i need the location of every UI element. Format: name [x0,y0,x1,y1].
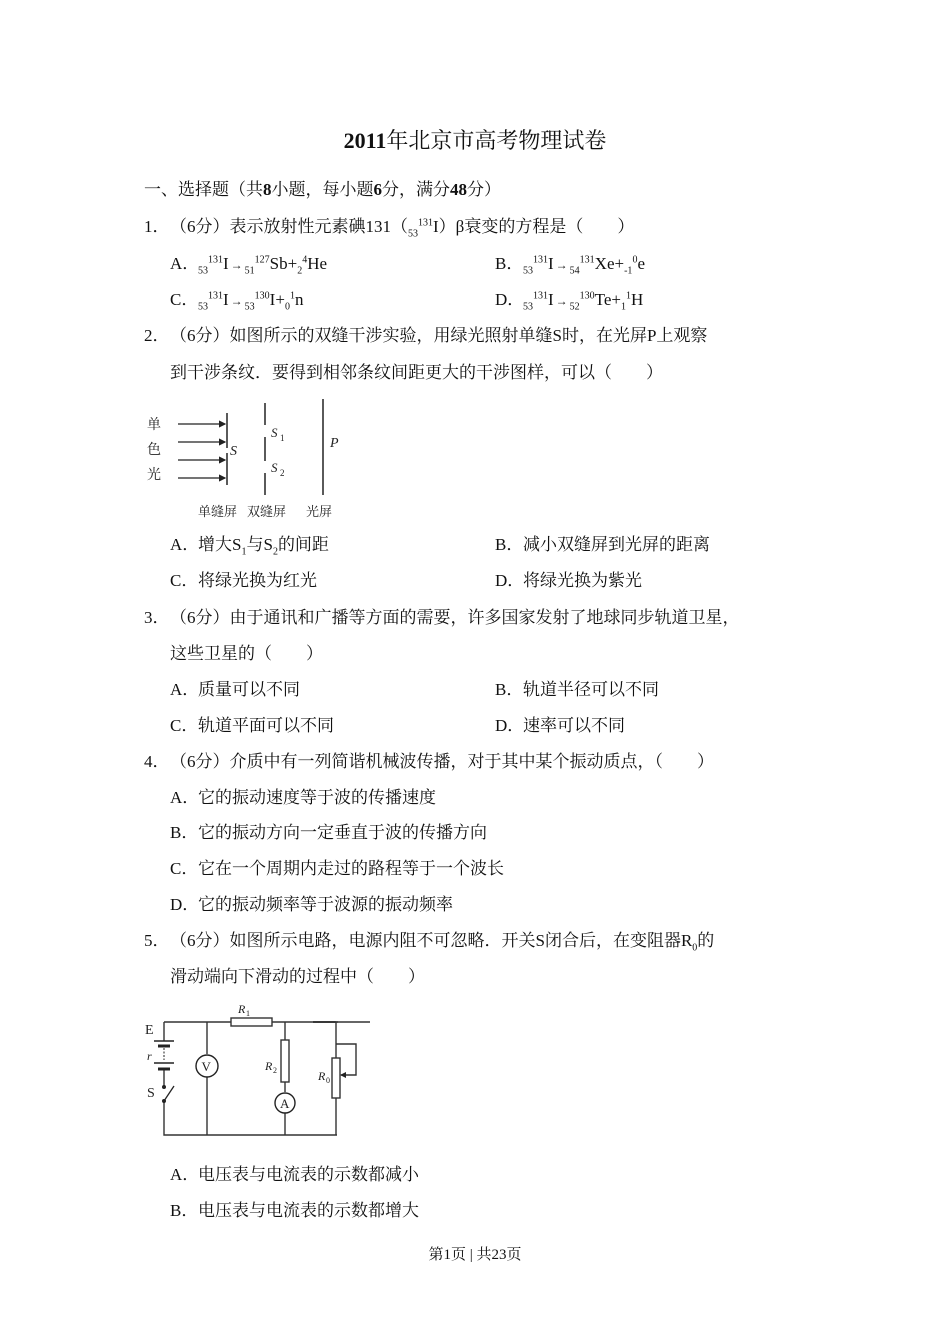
option-label: B． [495,254,524,273]
z2: 54 [569,265,580,277]
caption-screen: 光屏 [306,504,333,519]
sub-2: 2 [272,546,278,558]
question-4-option-d[interactable] [170,893,453,917]
a3: 1 [289,290,295,302]
option-text: 的间距 [277,535,329,554]
page-footer: 第1页 | 共23页 [428,1247,522,1263]
light-label [147,417,161,483]
option-text: 轨道平面可以不同 [198,716,334,735]
light-rays [178,424,225,478]
s1: I [223,254,229,273]
question-3-option-c[interactable] [170,714,334,738]
rheostat-r0[interactable] [332,1058,340,1098]
section-prefix: 一、选择题（共 [144,180,263,199]
ammeter-icon [275,1093,295,1113]
r0-label: R [318,1069,326,1083]
question-1-stem [144,215,634,239]
z1: 53 [198,265,208,277]
s2-label: S [271,460,278,475]
question-3-stem-line-2: 这些卫星的（ ） [170,644,323,663]
a2: 130 [579,290,595,302]
title-year: 2011 [343,128,387,153]
option-label: C． [170,859,199,878]
a1: 131 [533,290,548,302]
question-number: 2． [144,326,170,345]
a3: 0 [632,254,638,266]
s2-sub: 2 [280,468,285,478]
question-5-stem [144,929,714,953]
caption-single-slit: 单缝屏 [198,504,238,519]
r0-sub: 0 [692,942,698,954]
section-points-each: 6 [373,180,382,199]
option-text: 质量可以不同 [198,680,300,699]
a2: 131 [579,254,595,266]
stem-line-1: （6分）如图所示电路，电源内阻不可忽略．开关S闭合后，在变阻器R [170,931,693,950]
svg-text:色: 色 [147,443,161,458]
a2: 130 [254,290,270,302]
question-3-option-a[interactable] [170,678,300,702]
option-text: 将绿光换为紫光 [523,571,642,590]
question-5-option-a[interactable] [170,1163,419,1187]
svg-text:单: 单 [147,418,161,433]
svg-text:A: A [280,1096,290,1111]
option-text: 电压表与电流表的示数都增大 [198,1201,419,1220]
question-4-option-c[interactable] [170,857,504,881]
option-text: 减小双缝屏到光屏的距离 [523,535,710,554]
option-label: B． [170,823,199,842]
circuit-diagram [140,998,370,1140]
r1-label: R [238,1002,246,1016]
section-mid2: 分，满分 [382,180,450,199]
r0-sub: 0 [326,1076,330,1085]
emf-label: E [145,1023,154,1038]
section-total: 48 [450,180,467,199]
z1: 53 [523,301,533,313]
voltmeter-icon [196,1055,218,1077]
z2: 52 [569,301,580,313]
arrow-icon: → [555,294,568,308]
section-suffix: 分） [467,180,501,199]
switch-label: S [147,1086,155,1101]
option-label: D． [170,895,200,914]
question-number: 4． [144,752,170,771]
option-label: C． [170,290,199,309]
iodine-z: 53 [408,228,418,240]
option-text: 它的振动速度等于波的传播速度 [198,788,436,807]
question-number: 3． [144,608,170,627]
slit-s-label: S [230,444,237,459]
r2-label: R [265,1059,273,1073]
option-label: A． [170,254,200,273]
option-label: B． [495,680,524,699]
option-label: A． [170,1165,200,1184]
z1: 53 [523,265,533,277]
sub-1: 1 [241,546,247,558]
slider-arrow-icon [340,1072,346,1078]
option-text: 增大S [198,535,242,554]
option-text: 将绿光换为红光 [198,571,317,590]
section-count: 8 [263,180,272,199]
double-slit-diagram [140,395,380,525]
title-text: 年北京市高考物理试卷 [386,128,607,153]
iodine-a: 131 [418,217,433,229]
question-4-option-b[interactable] [170,821,487,845]
option-label: A． [170,788,200,807]
caption-double-slit: 双缝屏 [247,504,287,519]
s2: I [269,290,276,309]
section-header [144,178,501,202]
screen-p-label: P [330,436,339,451]
s3: n [294,290,304,309]
section-mid1: 小题，每小题 [271,180,374,199]
stem-line-1: （6分）如图所示的双缝干涉实验，用绿光照射单缝S时，在光屏P上观察 [170,326,708,345]
a3: 1 [626,290,632,302]
s1-sub: 1 [280,433,285,443]
question-5-option-b[interactable] [170,1199,419,1223]
question-1-option-a[interactable]: A．$_{53}^{131}I \to _{51}^{127}Sb+_2^4He$ [170,254,328,277]
option-text: 速率可以不同 [523,716,625,735]
option-label: C． [170,716,199,735]
svg-text:V: V [201,1059,211,1074]
question-1-option-d[interactable]: D．$_{53}^{131}I \to _{52}^{130}Te+_1^1H$ [495,290,644,313]
s1-label: S [271,425,278,440]
question-2-option-d[interactable] [495,569,642,593]
question-number: 5． [144,931,170,950]
question-2-option-b[interactable] [495,533,710,557]
resistor-r1 [231,1018,272,1026]
s1: I [223,290,229,309]
option-label: D． [495,571,525,590]
question-3-option-d[interactable] [495,714,625,738]
question-5-stem-line-2: 滑动端向下滑动的过程中（ ） [170,967,425,986]
r1-sub: 1 [246,1009,250,1018]
question-2-stem-line-2: 到干涉条纹．要得到相邻条纹间距更大的干涉图样，可以（ ） [170,363,663,382]
question-4-stem [144,750,714,774]
option-label: D． [495,716,525,735]
s2: Te [594,290,612,309]
page-title [0,126,950,156]
option-text: 它的振动方向一定垂直于波的传播方向 [198,823,487,842]
arrow-icon: → [555,258,568,272]
arrow-icon: → [230,294,243,308]
r2-sub: 2 [273,1066,277,1075]
option-label: B． [170,1201,199,1220]
question-1-option-c[interactable]: C．$_{53}^{131}I \to _{53}^{130}I+_0^1n$ [170,290,304,313]
question-3-stem [144,606,740,630]
option-label: B． [495,535,524,554]
option-label: C． [170,571,199,590]
z2: 53 [244,301,255,313]
switch-icon [162,1085,174,1103]
a1: 131 [208,290,223,302]
stem-line-1-end: 的 [697,931,715,950]
question-4-option-a[interactable] [170,786,436,810]
s3: H [631,290,644,309]
z2: 51 [244,265,255,277]
question-2-stem [144,324,707,348]
battery-icon [154,1041,174,1069]
a2: 127 [254,254,270,266]
stem-line-1: （6分）由于通讯和广播等方面的需要，许多国家发射了地球同步轨道卫星， [170,608,740,627]
internal-r-label: r [147,1049,152,1063]
stem-text: （6分）表示放射性元素碘131（ [170,217,408,236]
option-label: A． [170,535,200,554]
stem-text-end: ）β衰变的方程是（ ） [438,217,635,236]
svg-text:光: 光 [147,468,161,483]
s2: Xe [594,254,615,273]
arrow-icon: → [230,258,243,272]
a3: 4 [302,254,308,266]
a1: 131 [533,254,548,266]
s3: e [637,254,645,273]
question-2-option-a[interactable] [170,533,329,557]
stem-line-1: （6分）介质中有一列简谐机械波传播，对于其中某个振动质点，（ ） [170,752,714,771]
s1: I [548,254,554,273]
s1: I [548,290,554,309]
question-3-option-b[interactable] [495,678,659,702]
option-text: 轨道半径可以不同 [523,680,659,699]
option-label: D． [495,290,525,309]
question-2-option-c[interactable] [170,569,317,593]
z3: 0 [284,301,290,313]
z1: 53 [198,301,208,313]
option-text: 与S [246,535,273,554]
s3: He [307,254,328,273]
option-label: A． [170,680,200,699]
resistor-r2 [281,1040,289,1082]
option-text: 它在一个周期内走过的路程等于一个波长 [198,859,504,878]
question-1-option-b[interactable]: B．$_{53}^{131}I \to _{54}^{131}Xe+_{-1}^0e$ [495,254,645,277]
s2: Sb [269,254,288,273]
z3: 2 [297,265,303,277]
option-text: 电压表与电流表的示数都减小 [198,1165,419,1184]
question-number: 1． [144,217,170,236]
z3: 1 [621,301,627,313]
iodine-symbol: I [433,217,439,236]
a1: 131 [208,254,223,266]
z3: -1 [624,265,633,277]
option-text: 它的振动频率等于波源的振动频率 [198,895,453,914]
